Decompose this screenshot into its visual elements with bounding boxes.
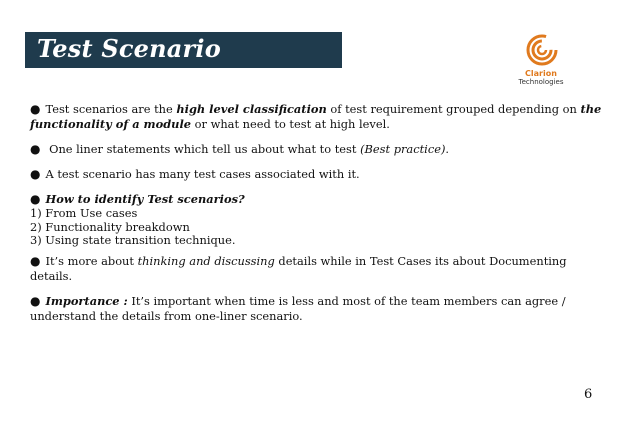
slide-title: Test Scenario [37,34,221,63]
slide-content [30,102,610,334]
logo-text [506,69,576,87]
bullet-how-to-identify [30,192,610,248]
step-item: 1) From Use cases [30,206,138,220]
clarion-logo-icon [526,34,558,66]
bullet-thinking: ● It’s more about thinking and discussing details while in Test Cases its about Documenting details. [30,253,567,283]
bullet-dot-icon: ● [30,142,41,156]
step-item: 3) Using state transition technique. [30,233,236,247]
identify-steps [30,207,610,248]
bullet-dot-icon: ● [30,253,41,268]
bullet-dot-icon: ● [30,293,41,308]
importance-label: Importance : [45,293,128,308]
bullet-importance: ● Importance : It’s important when time is less and most of the team members can agree / understand the details from one-liner scenario. [30,293,566,323]
bullet-dot-icon: ● [30,167,41,181]
page-number: 6 [584,387,593,402]
title-bar [25,32,342,68]
bullet-definition: ● Test scenarios are the high level classification of test requirement grouped depending on the functionality of a module or what need to test at high level. [30,102,602,131]
bullet-dot-icon: ● [30,192,41,206]
bullet-one-liner: ● One liner statements which tell us about what to test (Best practice). [30,142,450,156]
bullet-test-cases: ● A test scenario has many test cases associated with it. [30,167,360,181]
logo-subtitle: Technologies [518,78,564,86]
bullet-dot-icon: ● [30,102,41,116]
how-to-heading: How to identify Test scenarios? [45,192,245,206]
logo-name: Clarion [525,69,557,78]
step-item: 2) Functionality breakdown [30,219,190,234]
company-logo [506,34,576,86]
